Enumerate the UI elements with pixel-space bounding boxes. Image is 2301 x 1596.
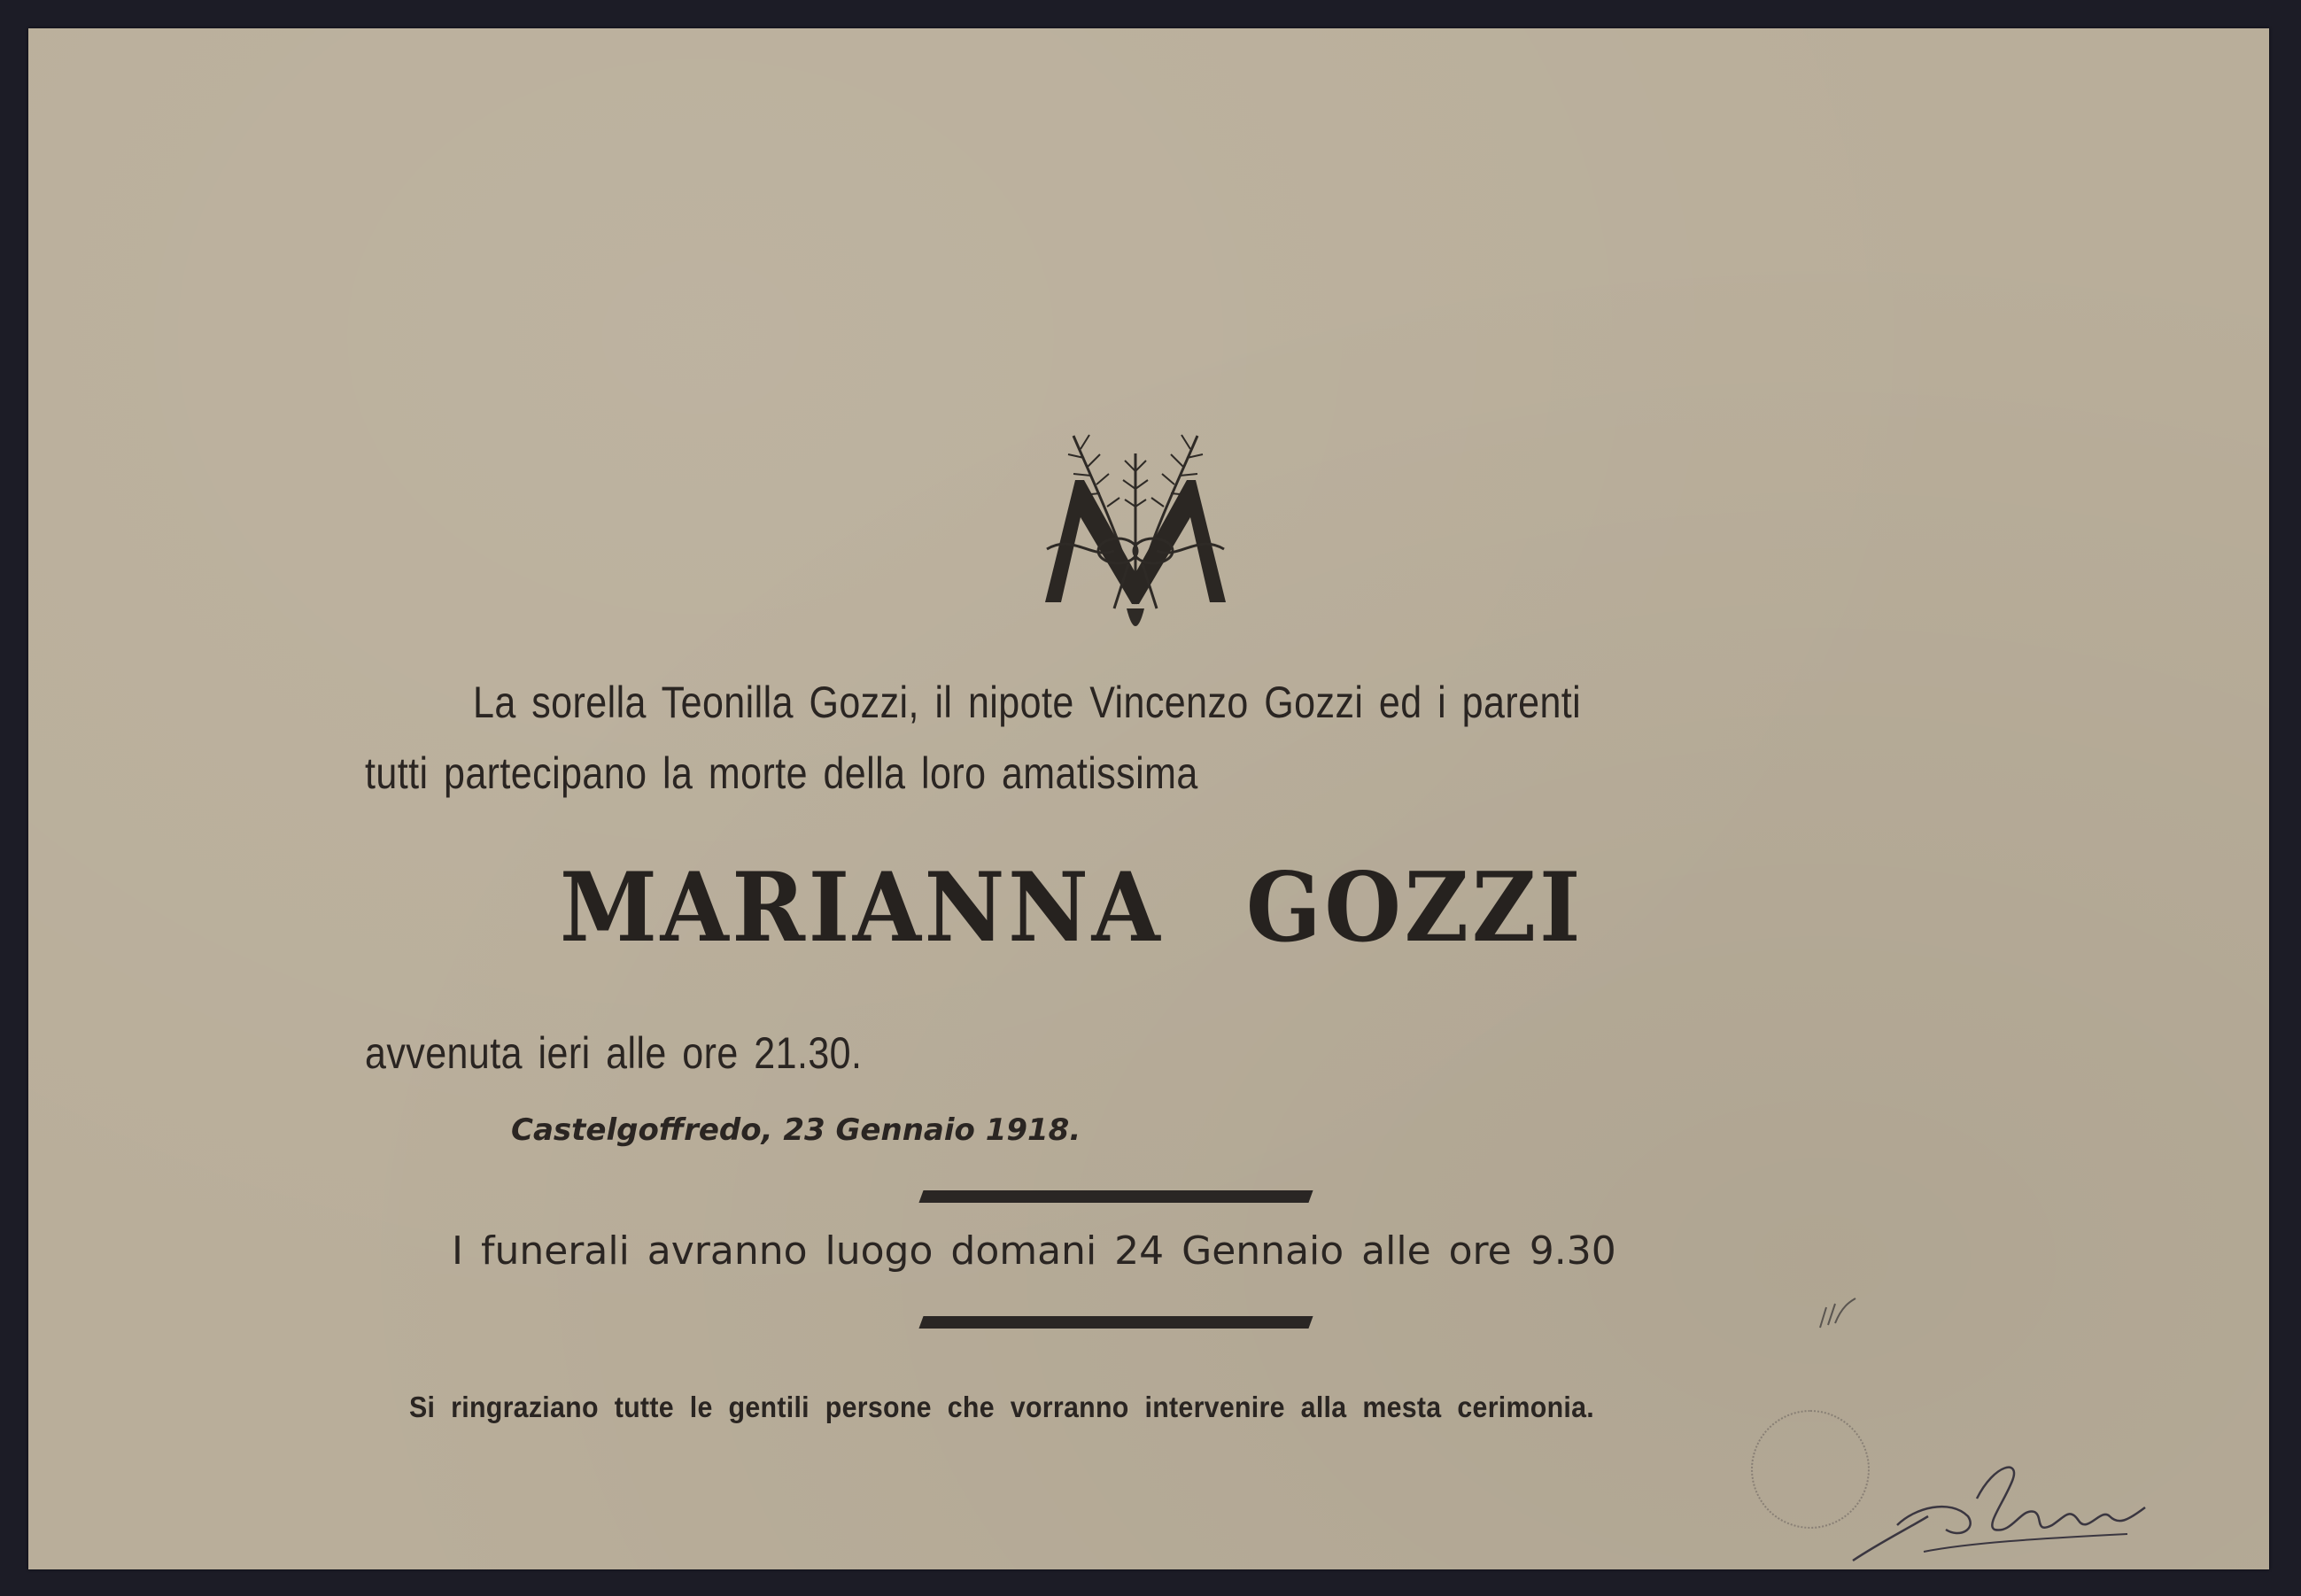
poster-sheet — [28, 28, 2269, 1569]
deceased-name: MARIANNA GOZZI — [560, 852, 1584, 964]
thanks-line: Si ringraziano tutte le gentili persone che vorranno intervenire alla mesta cerimonia. — [409, 1391, 1595, 1423]
palm-fronds-monogram-icon — [1029, 418, 1242, 648]
intro-line-2: tutti partecipano la morte della loro amatissima — [365, 748, 1198, 798]
funeral-announcement: I funerali avranno luogo domani 24 Gennaio alle ore 9.30 — [452, 1228, 1616, 1274]
place-date: Castelgoffredo, 23 Gennaio 1918. — [511, 1112, 1081, 1148]
divider-top — [918, 1190, 1313, 1203]
intro-line-1: La sorella Teonilla Gozzi, il nipote Vincenzo Gozzi ed i parenti — [473, 678, 1582, 727]
pencil-mark-icon — [1816, 1297, 1860, 1332]
death-time: avvenuta ieri alle ore 21.30. — [365, 1028, 863, 1078]
divider-bottom — [918, 1316, 1313, 1329]
signature-icon — [1844, 1445, 2163, 1578]
